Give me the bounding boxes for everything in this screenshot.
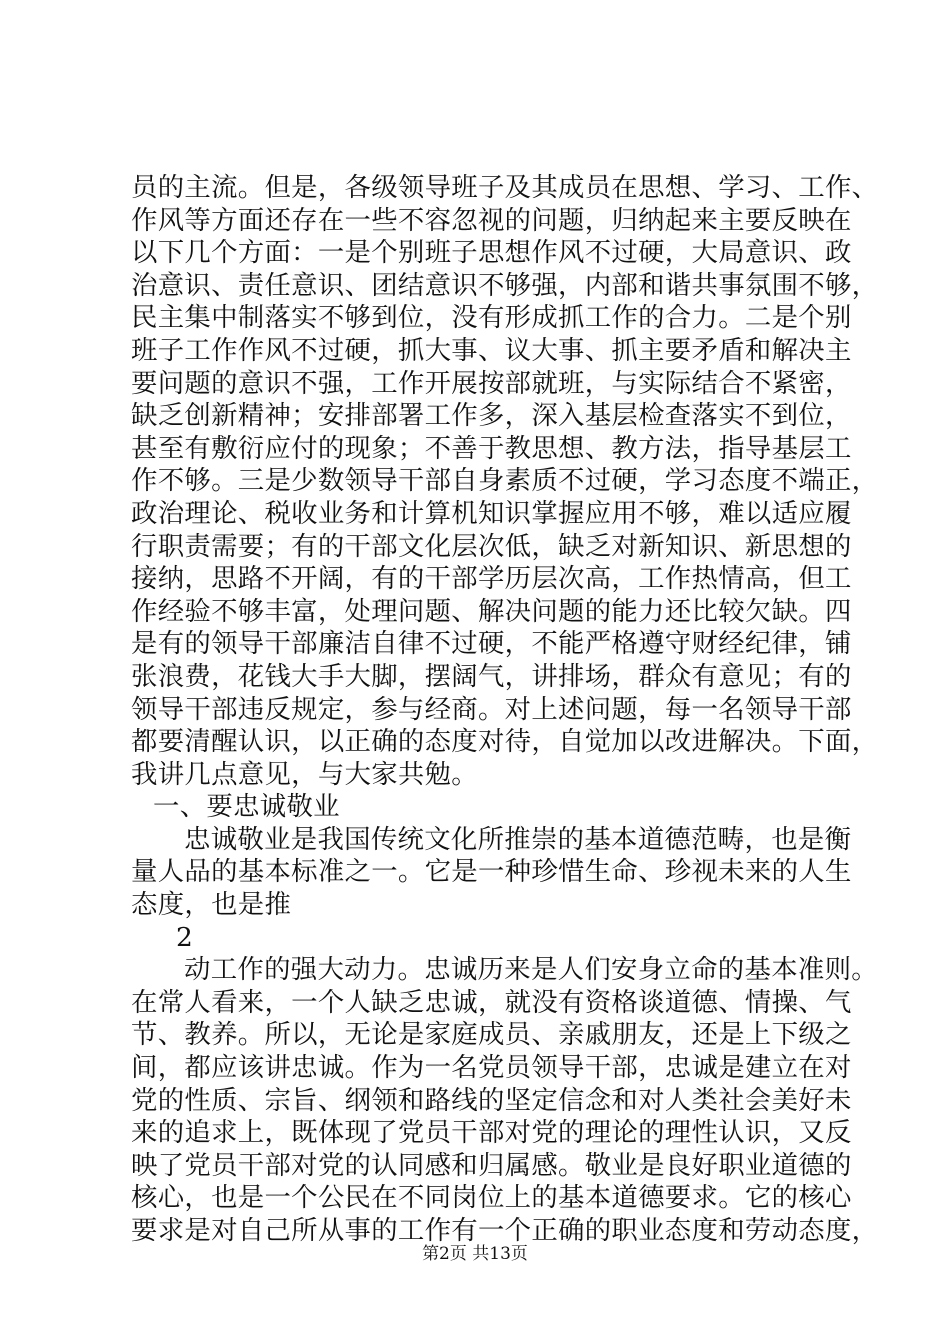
text-line: 民主集中制落实不够到位，没有形成抓工作的合力。二是个别 xyxy=(131,302,852,334)
text-line: 以下几个方面：一是个别班子思想作风不过硬，大局意识、政 xyxy=(131,237,852,269)
text-line: 作不够。三是少数领导干部自身素质不过硬，学习态度不端正， xyxy=(131,465,879,497)
text-line: 节、教养。所以，无论是家庭成员、亲戚朋友，还是上下级之 xyxy=(131,1019,852,1051)
document-body xyxy=(131,172,879,1248)
text-line: 张浪费，花钱大手大脚，摆阔气，讲排场，群众有意见；有的 xyxy=(131,660,852,692)
text-line: 党的性质、宗旨、纲领和路线的坚定信念和对人类社会美好未 xyxy=(131,1084,852,1116)
text-line: 作经验不够丰富，处理问题、解决问题的能力还比较欠缺。四 xyxy=(131,595,852,627)
text-line: 接纳，思路不开阔，有的干部学历层次高，工作热情高，但工 xyxy=(131,563,852,595)
inline-page-number: 2 xyxy=(176,921,194,953)
text-line: 间，都应该讲忠诚。作为一名党员领导干部，忠诚是建立在对 xyxy=(131,1052,852,1084)
text-line: 在常人看来，一个人缺乏忠诚，就没有资格谈道德、情操、气 xyxy=(131,986,852,1018)
text-line: 领导干部违反规定，参与经商。对上述问题，每一名领导干部 xyxy=(131,693,852,725)
text-line: 班子工作作风不过硬，抓大事、议大事、抓主要矛盾和解决主 xyxy=(131,334,852,366)
page-footer: 第2页 共13页 xyxy=(422,1244,528,1264)
text-line: 忠诚敬业是我国传统文化所推崇的基本道德范畴，也是衡 xyxy=(184,823,852,855)
text-line: 要求是对自己所从事的工作有一个正确的职业态度和劳动态度， xyxy=(131,1215,879,1246)
text-line: 动工作的强大动力。忠诚历来是人们安身立命的基本准则。 xyxy=(184,954,878,986)
text-line: 作风等方面还存在一些不容忽视的问题，归纳起来主要反映在 xyxy=(131,204,852,236)
text-line: 都要清醒认识，以正确的态度对待，自觉加以改进解决。下面， xyxy=(131,726,879,758)
text-line: 态度，也是推 xyxy=(131,889,292,921)
text-line: 是有的领导干部廉洁自律不过硬，不能严格遵守财经纪律，铺 xyxy=(131,628,852,660)
text-line: 行职责需要；有的干部文化层次低，缺乏对新知识、新思想的 xyxy=(131,530,852,562)
text-line: 来的追求上，既体现了党员干部对党的理论的理性认识，又反 xyxy=(131,1117,852,1149)
text-line: 核心，也是一个公民在不同岗位上的基本道德要求。它的核心 xyxy=(131,1182,852,1214)
text-line: 治意识、责任意识、团结意识不够强，内部和谐共事氛围不够， xyxy=(131,269,879,301)
text-line: 映了党员干部对党的认同感和归属感。敬业是良好职业道德的 xyxy=(131,1149,852,1181)
text-line: 甚至有敷衍应付的现象；不善于教思想、教方法，指导基层工 xyxy=(131,432,852,464)
text-line: 我讲几点意见，与大家共勉。 xyxy=(131,758,478,790)
text-line: 员的主流。但是，各级领导班子及其成员在思想、学习、工作、 xyxy=(131,172,879,203)
text-line: 量人品的基本标准之一。它是一种珍惜生命、珍视未来的人生 xyxy=(131,856,852,888)
text-line: 要问题的意识不强，工作开展按部就班，与实际结合不紧密， xyxy=(131,367,852,399)
text-line: 政治理论、税收业务和计算机知识掌握应用不够，难以适应履 xyxy=(131,497,852,529)
text-line: 缺乏创新精神；安排部署工作多，深入基层检查落实不到位， xyxy=(131,400,852,432)
section-heading: 一、要忠诚敬业 xyxy=(153,791,340,823)
